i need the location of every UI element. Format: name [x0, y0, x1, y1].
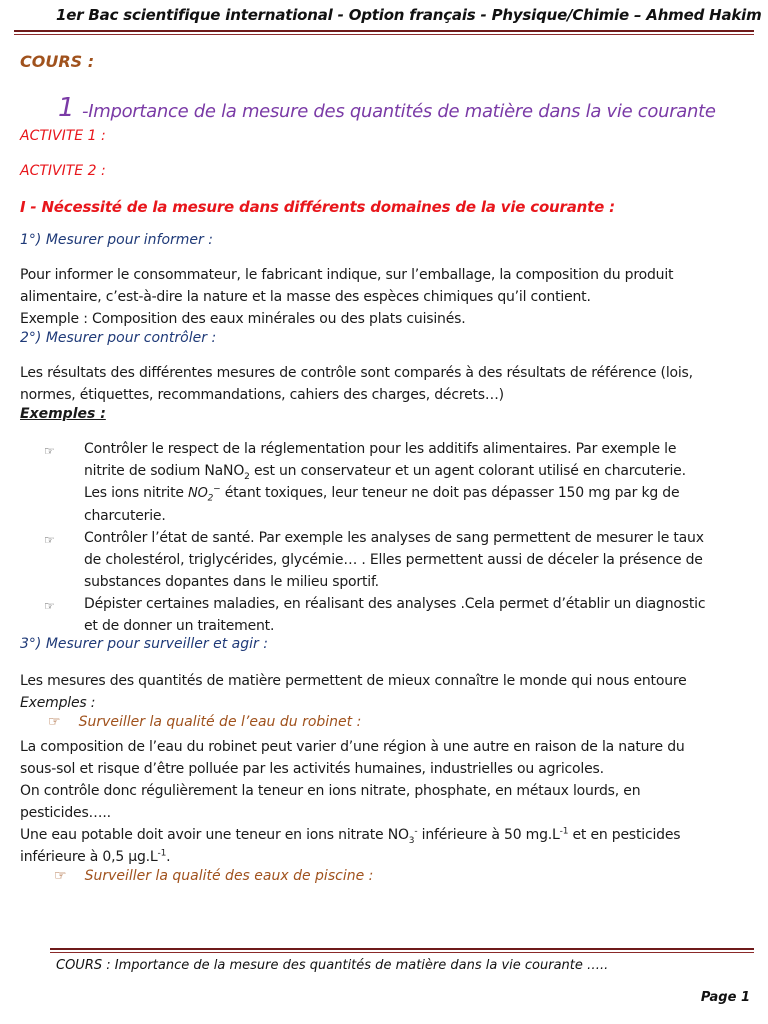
chapter-title: -Importance de la mesure des quantités de matière dans la vie courante	[82, 101, 716, 122]
header-rule-thin	[14, 34, 754, 35]
page-header: 1er Bac scientifique international - Option français - Physique/Chimie – Ahmed Hakim	[56, 6, 762, 24]
body-line: inférieure à 0,5 $\mu g.L^{-1}$.	[20, 848, 171, 865]
body-line: Exemples :	[20, 695, 96, 711]
bullet-line: Contrôler l’état de santé. Par exemple les analyses de sang permettent de mesurer le taux	[84, 530, 704, 546]
sub3-body	[20, 736, 750, 868]
pointing-hand-icon: ☞	[44, 444, 55, 458]
pointing-hand-icon: ☞	[44, 533, 55, 547]
footer-rule	[50, 948, 754, 950]
body-line: On contrôle donc régulièrement la teneur en ions nitrate, phosphate, en métaux lourds, en	[20, 783, 641, 799]
sub2-body	[20, 362, 750, 406]
sub1-heading: 1°) Mesurer pour informer :	[20, 232, 213, 248]
pointing-hand-icon: ☞	[48, 714, 61, 730]
body-line: sous-sol et risque d’être polluée par les activités humaines, industrielles ou agricoles.	[20, 761, 604, 777]
sub1-body	[20, 264, 750, 330]
bullet-list	[44, 438, 754, 637]
sub3-heading: 3°) Mesurer pour surveiller et agir :	[20, 636, 268, 652]
bullet-line: et de donner un traitement.	[84, 618, 275, 634]
bullet-line: de cholestérol, triglycérides, glycémie… . Elles permettent aussi de déceler la présence de	[84, 552, 703, 568]
list-item	[44, 527, 754, 593]
body-line: La composition de l’eau du robinet peut varier d’une région à une autre en raison de la nature du	[20, 739, 685, 755]
body-line: normes, étiquettes, recommandations, cahiers des charges, décrets…)	[20, 387, 504, 403]
bullet-line: Contrôler le respect de la réglementation pour les additifs alimentaires. Par exemple le	[84, 441, 677, 457]
page-footer: COURS : Importance de la mesure des quantités de matière dans la vie courante …..	[56, 958, 609, 973]
bullet-line: nitrite de sodium NaNO$_2$ est un conservateur et un agent colorant utilisé en charcuterie.	[84, 463, 686, 482]
list-item	[44, 438, 754, 527]
nitrite-ion-formula: $NO_2^-$	[188, 484, 221, 504]
footer-rule-thin	[50, 952, 754, 953]
sub3-bullet-1: ☞ Surveiller la qualité de l’eau du robinet :	[48, 714, 362, 730]
body-line: Une eau potable doit avoir une teneur en ions nitrate $NO_3^-$ inférieure à 50 $mg.L^{-1}$ et en pesticides	[20, 826, 681, 846]
pointing-hand-icon: ☞	[44, 599, 55, 613]
bullet-line: charcuterie.	[84, 508, 166, 524]
header-rule	[14, 30, 754, 32]
bullet-line: substances dopantes dans le milieu sportif.	[84, 574, 379, 590]
cours-label: COURS :	[20, 52, 95, 71]
list-item	[44, 593, 754, 637]
activity-1: ACTIVITE 1 :	[20, 128, 106, 144]
section-1-title: I - Nécessité de la mesure dans différents domaines de la vie courante :	[20, 198, 615, 216]
examples-label: Exemples :	[20, 406, 106, 422]
page-number: Page 1	[700, 990, 750, 1005]
body-line: Les mesures des quantités de matière permettent de mieux connaître le monde qui nous entoure	[20, 673, 687, 689]
sub3-intro	[20, 670, 750, 714]
sub2-heading: 2°) Mesurer pour contrôler :	[20, 330, 217, 346]
bullet-line: Les ions nitrite $NO_2^-$ étant toxiques, leur teneur ne doit pas dépasser 150 mg par kg de	[84, 484, 680, 504]
body-line: alimentaire, c’est-à-dire la nature et la masse des espèces chimiques qu’il contient.	[20, 289, 591, 305]
chapter-number: 1	[58, 93, 75, 123]
bullet-line: Dépister certaines maladies, en réalisant des analyses .Cela permet d’établir un diagnostic	[84, 596, 706, 612]
activity-2: ACTIVITE 2 :	[20, 163, 106, 179]
body-line: Pour informer le consommateur, le fabricant indique, sur l’emballage, la composition du produit	[20, 267, 674, 283]
sub3-bullet-2: ☞ Surveiller la qualité des eaux de piscine :	[54, 868, 374, 884]
body-line: pesticides…..	[20, 805, 111, 821]
body-line: Les résultats des différentes mesures de contrôle sont comparés à des résultats de référence (lois,	[20, 365, 693, 381]
body-line: Exemple : Composition des eaux minérales ou des plats cuisinés.	[20, 311, 466, 327]
pointing-hand-icon: ☞	[54, 868, 67, 884]
